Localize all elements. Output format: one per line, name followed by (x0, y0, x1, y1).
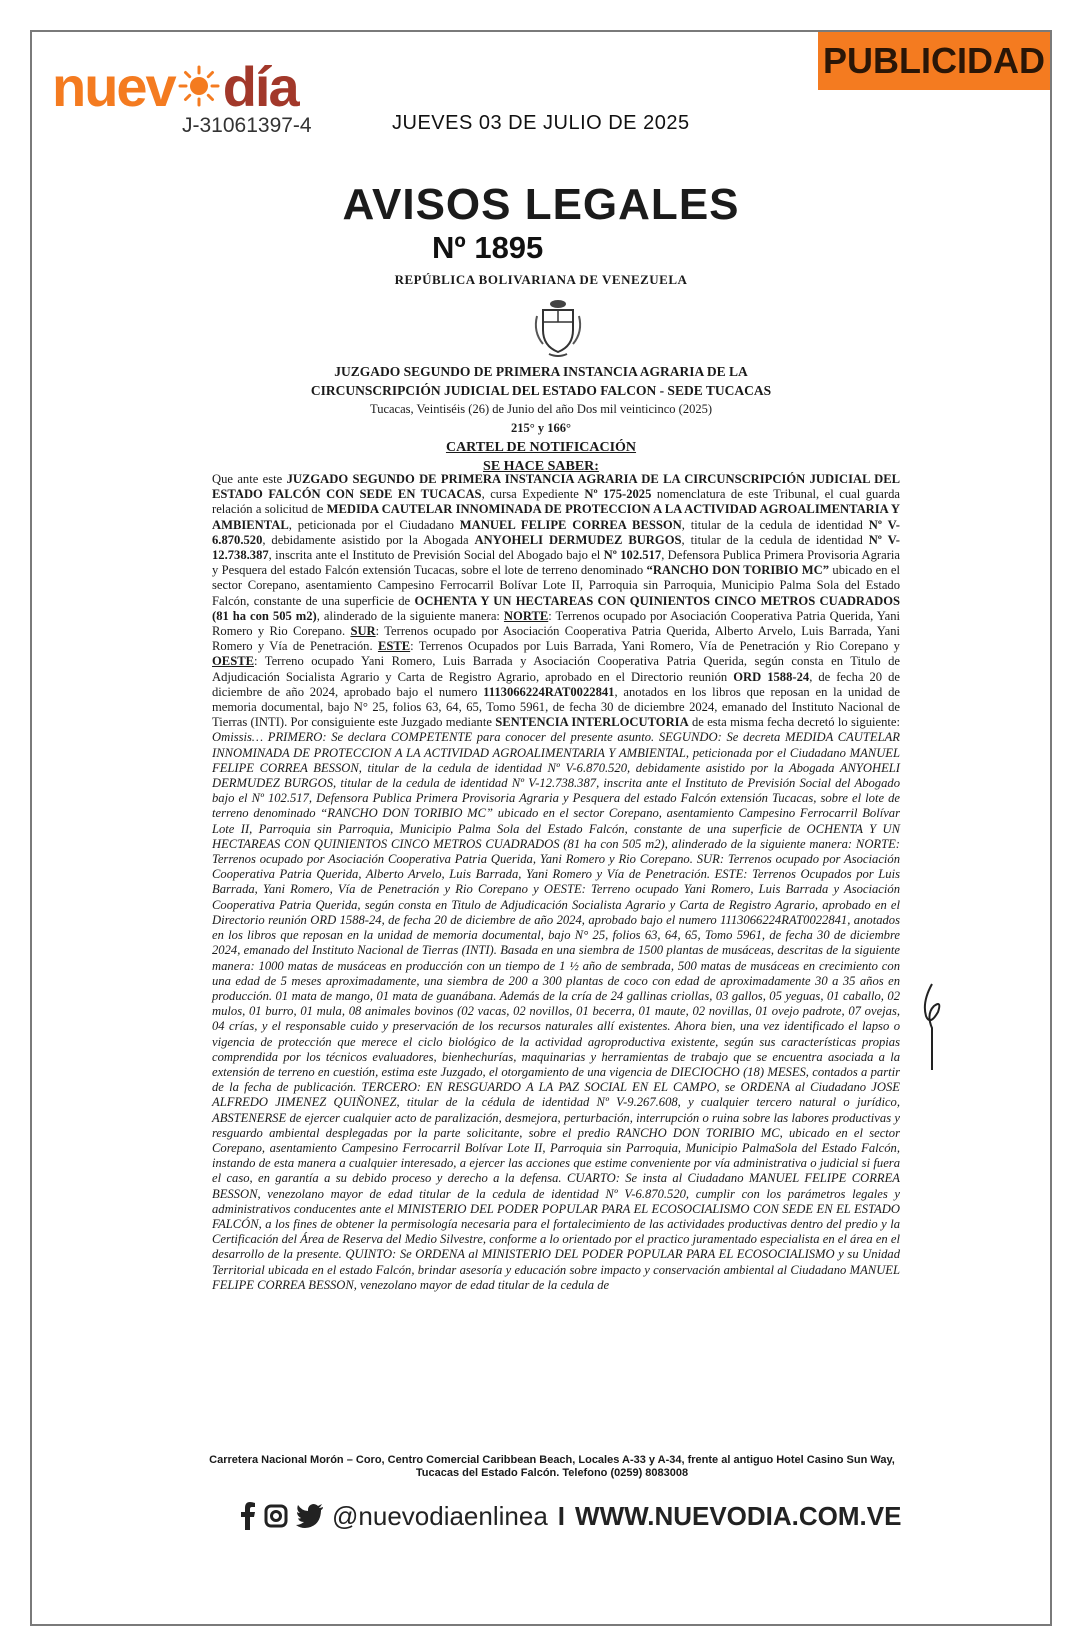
court-header (32, 362, 1050, 476)
logo-text-part1: nuev (52, 54, 175, 118)
page-title: AVISOS LEGALES (342, 180, 740, 229)
footer-address: Carretera Nacional Morón – Coro, Centro Comercial Caribbean Beach, Locales A-33 y A-34, frente al antiguo Hotel Casino Sun Way, Tucacas del Estado Falcón. Telefono (0259) 8083008 (209, 1454, 895, 1479)
court-date-line: Tucacas, Veintiséis (26) de Junio del año Dos mil veinticinco (2025) (370, 402, 712, 416)
notice-body (212, 472, 900, 1293)
footer-separator: I (557, 1500, 566, 1531)
body-text: Que ante este (212, 472, 287, 486)
notice-heading: SE HACE SABER: (483, 459, 599, 474)
body-underlined: OESTE (212, 654, 254, 669)
body-bold: OCHENTA Y UN HECTAREAS CON QUINIENTOS CINCO METROS CUADRADOS (81 ha con 505 m2) (212, 593, 900, 623)
logo-text-part2: día (222, 54, 298, 118)
republic-heading: REPÚBLICA BOLIVARIANA DE VENEZUELA (394, 272, 688, 287)
body-text: ubicado en el sector Corepano, asentamiento Campesino Ferrocarril Bolívar Lote II, Parroquia sin Parroquia, Municipio Palma Sola del Estado Falcón, constante de una superficie de (212, 563, 900, 608)
court-line-2: CIRCUNSCRIPCIÓN JUDICIAL DEL ESTADO FALCON - SEDE TUCACAS (310, 383, 772, 398)
court-years-line: 215° y 166° (511, 421, 571, 435)
body-text: : Terrenos ocupado por Asociación Cooperativa Patria Querida, Yani Romero y Rio Corepano. (212, 608, 901, 639)
social-handle[interactable]: @nuevodiaenlinea (332, 1500, 548, 1531)
body-text: , inscrita ante el Instituto de Previsión Social del Abogado bajo el (268, 548, 604, 563)
twitter-icon[interactable] (296, 1504, 324, 1528)
notification-heading: CARTEL DE NOTIFICACIÓN (445, 440, 637, 455)
rif-number: J-31061397-4 (182, 114, 312, 137)
body-text: , alinderado de la siguiente manera: (316, 608, 504, 623)
body-bold: JUZGADO SEGUNDO DE PRIMERA INSTANCIA AGRARIA DE LA CIRCUNSCRIPCIÓN JUDICIAL DEL ESTADO FALCÓN CON SEDE EN TUCACAS (212, 472, 901, 502)
body-text: , peticionada por el Ciudadano (288, 517, 460, 532)
body-bold: 1113066224RAT0022841 (483, 684, 615, 699)
body-bold: Nº 175-2025 (584, 487, 652, 502)
body-italic: Omissis… PRIMERO: Se declara COMPETENTE para conocer del presente asunto. SEGUNDO: Se decreta MEDIDA CAUTELAR INNOMINADA DE PROTECCION A LA ACTIVIDAD AGROALIMENTARIA Y AMBIENTAL, peticionada por el Ciudadano MANUEL FELIPE CORREA BESSON, titular de la cedula de identidad Nº V-6.870.520, debidamente asistido por la Abogada ANYOHELI DERMUDEZ BURGOS, titular de la cedula de identidad Nº V-12.738.387, inscrita ante el Instituto de Previsión Social del Abogado bajo el Nº 102.517, Defensora Publica Primera Provisoria Agraria y Pesquera del estado Falcón extensión Tucacas, sobre el lote de terreno denominado “RANCHO DON TORIBIO MC” ubicado en el sector Corepano, asentamiento Campesino Ferrocarril Bolívar Lote II, Parroquia sin Parroquia, Municipio Palma Sola del Estado Falcón, constante de una superficie de OCHENTA Y UN HECTAREAS CON QUINIENTOS CINCO METROS CUADRADOS (81 ha con 505 m2), alinderado de la siguiente manera: NORTE: Terrenos ocupado por Asociación Cooperativa Patria Querida, Yani Romero y Rio Corepano. SUR: Terrenos ocupado por Asociación Cooperativa Patria Querida, Alberto Arvelo, Luis Barrada, Yani Romero y Vía de Penetración. ESTE: Terrenos Ocupados por Luis Barrada, Yani Romero, Vía de Penetración y Rio Corepano y OESTE: Terreno ocupado Yani Romero, Luis Barrada y Asociación Cooperativa Patria Querida, según consta en Titulo de Adjudicación Socialista Agrario y Carta de Registro Agrario, aprobado en el Directorio reunión ORD 1588-24, de fecha 20 de diciembre de año 2024, aprobado bajo el numero 1113066224RAT0022841, anotados en los libros que reposan en la unidad de memoria documental, bajo N° 25, folios 63, 64, 65, Tomo 5961, de fecha 30 de diciembre 2024, emanado del Instituto Nacional de Tierras (INTI). Basada en una siembra de 1500 plantas de musáceas, descritas de la siguiente manera: 1000 matas de musáceas en producción con un tiempo de 1 ½ año de sembrada, 500 matas de musáceas en crecimiento con una edad de 5 meses aproximadamente, una siembra de 200 a 300 plantas de coco con edad de aproximadamente 30 a 35 años en producción. 01 mata de mango, 01 mata de guanábana. Además de la cría de 24 gallinas criollas, 03 gallos, 05 yeguas, 01 caballo, 02 mulos, 01 burro, 01 mula, 08 animales bovinos (02 vacas, 02 novillos, 01 becerra, 01 maute, 02 novillas, 01 ovejo padrote, 07 ovejas, 04 crías, y el responsable cuido y preservación de los recursos naturales allí existentes. Ahora bien, una vez identificado el lapso o vigencia de protección que merece el ciclo biológico de la actividad agroproductiva existente, según sus características propias comprendida por los técnicos evaluadores, bienhechurías, maquinarias y herramientas de trabajo que se encuentra asociada a la extensión de terreno en cuestión, estima este Juzgado, el otorgamiento de una vigencia de DIECIOCHO (18) MESES, contados a partir de la fecha de publicación. TERCERO: EN RESGUARDO A LA PAZ SOCIAL EN EL CAMPO, se ORDENA al Ciudadano JOSE ALFREDO JIMENEZ QUIÑONEZ, titular de la cédula de identidad Nº V-9.267.608, y cualquier tercero natural o jurídico, ABSTENERSE de ejercer cualquier acto de paralización, desmejora, perturbación, interrupción o ruina sobre las labores productivas y resguardo ambiental desplegadas por la parte solicitante, sobre el predio RANCHO DON TORIBIO MC, ubicado en el sector Corepano, asentamiento Campesino Ferrocarril Bolívar Lote II, Parroquia sin Parroquia, Municipio PalmaSola del Estado Falcón, instando de esta manera a cualquier interesado, a ejercer las acciones que estime conveniente por vía administrativa o judicial si fuera el caso, en garantía a su debido proceso y derecho a la defensa. CUARTO: Se insta al Ciudadano MANUEL FELIPE CORREA BESSON, venezolano mayor de edad titular de la cedula de identidad Nº V-6.870.520, cumplir con los parámetros legales y administrativos conducentes ante el MINISTERIO DEL PODER POPULAR PARA EL ECOSOCIALISMO CON SEDE EN EL ESTADO FALCÓN, a los fines de obtener la permisología necesaria para el fortalecimiento de las actividades productivas dentro del predio y la Certificación del Área de Reserva del Medio Silvestre, conforme a lo orientado por el practico juramentado especialista en el área en el desarrollo de la presente. QUINTO: Se ORDENA al MINISTERIO DEL PODER POPULAR PARA EL ECOSOCIALISMO y su Unidad Territorial ubicada en el estado Falcón, brindar asesoría y educación sobre impacto y conservación ambiental al Ciudadano MANUEL FELIPE CORREA BESSON, venezolano mayor de edad titular de la cedula de (212, 730, 900, 1292)
body-text: , Defensora Publica Primera Provisoria Agraria y Pesquera del estado Falcón extensión Tucacas, sobre el lote de terreno denominado (212, 548, 900, 578)
newspaper-logo (52, 54, 298, 118)
body-bold: Nº V-6.870.520 (212, 517, 900, 547)
body-text: , titular de la cedula de identidad (681, 532, 869, 547)
social-bar (240, 1496, 901, 1536)
body-bold: ANYOHELI DERMUDEZ BURGOS (474, 532, 682, 547)
body-text: , debidamente asistido por la Abogada (262, 532, 475, 547)
publication-date: JUEVES 03 DE JULIO DE 2025 (392, 112, 690, 134)
issue-number: Nº 1895 (432, 230, 544, 265)
body-bold: SENTENCIA INTERLOCUTORIA (495, 715, 689, 730)
body-text: : Terreno ocupado Yani Romero, Luis Barrada y Asociación Cooperativa Patria Querida, según consta en Titulo de Adjudicación Socialista Agrario y Carta de Registro Agrario, aprobado en el Directorio reunión (212, 654, 900, 684)
body-bold: MEDIDA CAUTELAR INNOMINADA DE PROTECCION A LA ACTIVIDAD AGROALIMENTARIA Y AMBIENTAL (212, 502, 900, 532)
body-text: : Terrenos Ocupados por Luis Barrada, Yani Romero, Vía de Penetración y Rio Corepano y (410, 639, 900, 654)
body-bold: ORD 1588-24 (733, 669, 810, 684)
coat-of-arms-icon (529, 296, 587, 358)
body-bold: “RANCHO DON TORIBIO MC” (646, 563, 830, 578)
body-bold: MANUEL FELIPE CORREA BESSON (459, 517, 682, 532)
body-bold: Nº 102.517 (603, 548, 662, 563)
body-text: , anotados en los libros que reposan en la unidad de memoria documental, bajo N° 25, folios 63, 64, 65, Tomo 5961, de fecha 30 de diciembre 2024, emanado del Instituto Nacional de Tierras (INTI). Por consiguiente este Juzgado mediante (212, 684, 901, 730)
signature-icon (912, 982, 952, 1072)
body-text: , de fecha 20 de diciembre de año 2024, aprobado bajo el numero (212, 669, 900, 699)
body-text: , cursa Expediente (481, 487, 585, 502)
publicity-badge: PUBLICIDAD (818, 32, 1050, 90)
body-text: : Terrenos ocupado por Asociación Cooperativa Patria Querida, Alberto Arvelo, Luis Barrada, Yani Romero y Vía de Penetración. (212, 624, 900, 654)
body-underlined: ESTE (377, 639, 411, 654)
body-underlined: NORTE (503, 608, 549, 623)
body-text: de esta misma fecha decretó lo siguiente: (688, 715, 900, 730)
instagram-icon[interactable] (264, 1504, 288, 1528)
body-underlined: SUR (350, 624, 376, 639)
facebook-icon[interactable] (240, 1502, 256, 1530)
body-text: nomenclatura de este Tribunal, el cual guarda relación a solicitud de (212, 487, 900, 517)
website-link[interactable]: WWW.NUEVODIA.COM.VE (575, 1500, 902, 1531)
sun-icon (177, 64, 221, 108)
page-frame (30, 30, 1052, 1626)
court-line-1: JUZGADO SEGUNDO DE PRIMERA INSTANCIA AGRARIA DE LA (334, 364, 748, 379)
body-bold: Nº V-12.738.387 (212, 532, 900, 563)
body-text: , titular de la cedula de identidad (681, 517, 869, 532)
